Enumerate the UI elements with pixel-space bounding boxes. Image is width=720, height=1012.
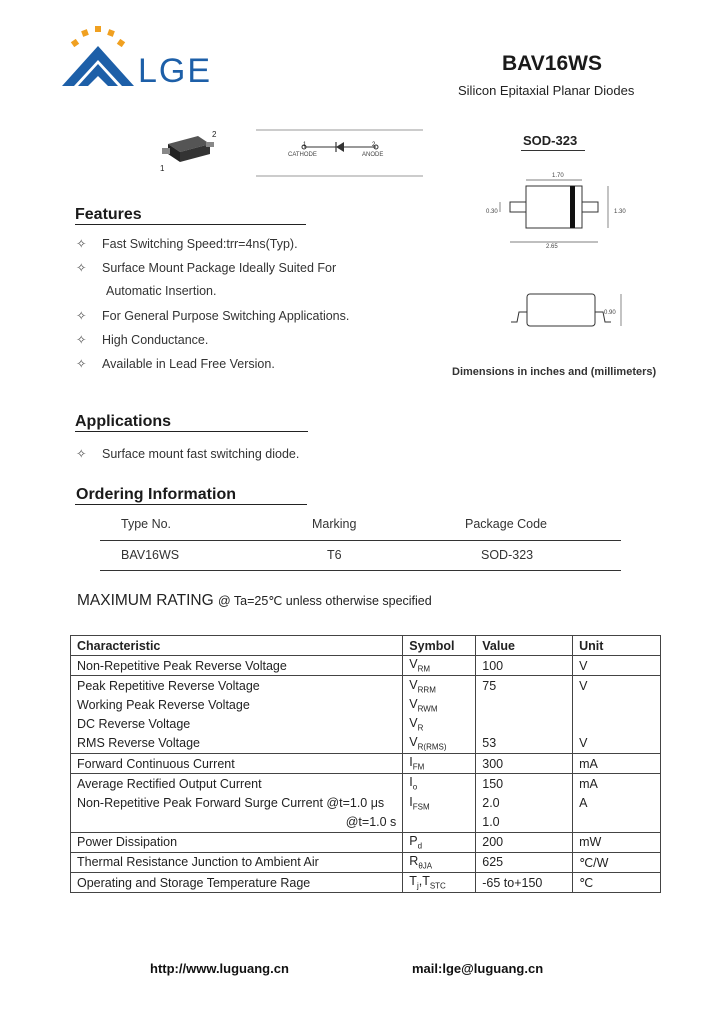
- dim-bottom: 2.65: [546, 244, 558, 250]
- applications-rule: [75, 431, 308, 432]
- lge-logo-icon: [58, 24, 138, 92]
- ordering-header-type: Type No.: [121, 517, 172, 531]
- max-rating-title: MAXIMUM RATING @ Ta=25℃ unless otherwise specified: [77, 592, 432, 609]
- table-row: Operating and Storage Temperature Rage $T_j,T_{STC}$ -65 to+150 ℃: [71, 873, 661, 893]
- schematic-pin1: 1: [303, 142, 307, 148]
- bullet-icon: ✧: [76, 333, 87, 347]
- pin2-label: 2: [212, 130, 217, 139]
- feature-item: ✧ Fast Switching Speed:trr=4ns(Typ).: [76, 237, 298, 251]
- feature-item: ✧ High Conductance.: [76, 333, 209, 347]
- package-title: SOD-323: [523, 133, 578, 148]
- features-title: Features: [75, 206, 142, 223]
- dim-left: 0.30: [486, 209, 498, 215]
- package-title-underline: [521, 150, 585, 151]
- feature-item-continuation: Automatic Insertion.: [106, 284, 217, 298]
- ordering-header-marking: Marking: [312, 517, 357, 531]
- feature-item: ✧ Available in Lead Free Version.: [76, 357, 275, 371]
- cathode-label: CATHODE: [288, 152, 317, 158]
- bullet-icon: ✧: [76, 309, 87, 323]
- feature-item: ✧ For General Purpose Switching Applications.: [76, 309, 350, 323]
- part-number: BAV16WS: [502, 52, 602, 75]
- max-rating-table: [70, 635, 661, 893]
- header-characteristic: Characteristic: [71, 636, 403, 656]
- schematic-bottom-rule: [256, 175, 423, 177]
- anode-label: ANODE: [362, 152, 384, 158]
- applications-title: Applications: [75, 413, 172, 430]
- ordering-type-value: BAV16WS: [121, 548, 180, 562]
- application-item: ✧ Surface mount fast switching diode.: [76, 447, 300, 461]
- header-unit: Unit: [573, 636, 661, 656]
- dim-top: 1.70: [552, 173, 564, 179]
- schematic-pin2: 2: [372, 142, 376, 148]
- table-row: Non-Repetitive Peak Reverse Voltage $V_{RM}$ 100 V: [71, 656, 661, 676]
- bullet-icon: ✧: [76, 261, 87, 275]
- table-row: RMS Reverse Voltage $V_{R(RMS)}$ 53 V: [71, 734, 661, 754]
- dimensions-caption: Dimensions in inches and (millimeters): [452, 366, 657, 378]
- table-row: @t=1.0 s 1.0: [71, 813, 661, 833]
- feature-item: ✧ Surface Mount Package Ideally Suited For: [76, 261, 337, 275]
- table-row: Forward Continuous Current $I_{FM}$ 300 mA: [71, 753, 661, 773]
- pin1-label: 1: [160, 164, 165, 173]
- ordering-divider: [100, 540, 621, 541]
- table-row: Thermal Resistance Junction to Ambient Air $R_{\theta JA}$ 625 ℃/W: [71, 852, 661, 872]
- dim-right: 1.30: [614, 209, 626, 215]
- subtitle: Silicon Epitaxial Planar Diodes: [458, 83, 635, 98]
- logo-text: LGE: [138, 52, 213, 90]
- header-value: Value: [476, 636, 573, 656]
- ordering-marking-value: T6: [327, 548, 342, 562]
- table-row: Average Rectified Output Current $I_o$ 150 mA: [71, 774, 661, 794]
- ordering-bottom-rule: [100, 570, 621, 571]
- table-row: Peak Repetitive Reverse Voltage $V_{RRM}$ 75 V: [71, 676, 661, 696]
- bullet-icon: ✧: [76, 237, 87, 251]
- table-row: Non-Repetitive Peak Forward Surge Current @t=1.0 μs $I_{FSM}$ 2.0 A: [71, 793, 661, 812]
- max-rating-condition: @ Ta=25℃ unless otherwise specified: [217, 594, 432, 608]
- table-row: Working Peak Reverse Voltage $V_{RWM}$: [71, 695, 661, 714]
- header-symbol: Symbol: [403, 636, 476, 656]
- ordering-title: Ordering Information: [76, 486, 236, 503]
- table-row: Power Dissipation $P_d$ 200 mW: [71, 832, 661, 852]
- table-header-row: [71, 636, 661, 656]
- features-rule: [75, 224, 306, 225]
- table-row: DC Reverse Voltage $V_R$: [71, 715, 661, 734]
- bullet-icon: ✧: [76, 357, 87, 371]
- component-package-icon: [158, 130, 218, 178]
- ordering-rule: [75, 504, 307, 505]
- footer-website-link[interactable]: http://www.luguang.cn: [150, 961, 289, 976]
- schematic-top-rule: [256, 129, 423, 131]
- dim-height: 0.90: [604, 310, 616, 316]
- footer-email-link[interactable]: mail:lge@luguang.cn: [412, 961, 544, 976]
- ordering-header-package: Package Code: [465, 517, 548, 531]
- bullet-icon: ✧: [76, 447, 87, 461]
- ordering-package-value: SOD-323: [481, 548, 534, 562]
